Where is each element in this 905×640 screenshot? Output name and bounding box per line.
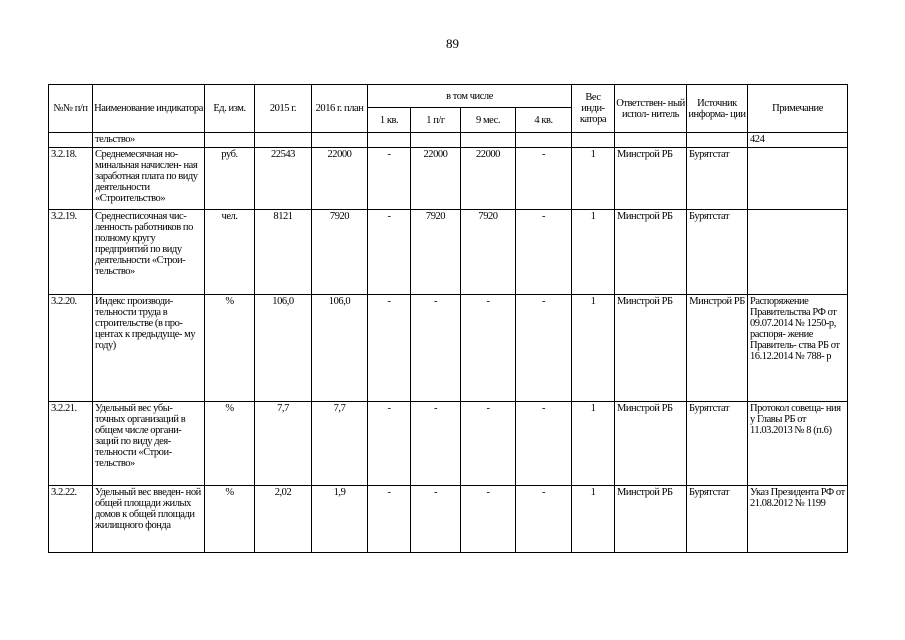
- value-2015: 22543: [255, 148, 312, 210]
- value-2015: 106,0: [255, 295, 312, 402]
- unit-cell: %: [205, 295, 255, 402]
- h1-value: -: [411, 402, 461, 486]
- h1-value: 7920: [411, 210, 461, 295]
- indicator-name: Среднемесячная но- минальная начислен- ная заработная плата по виду деятельности «Строительство»: [93, 148, 205, 210]
- col-header-2015: 2015 г.: [255, 85, 312, 133]
- indicator-name: Индекс производи- тельности труда в строительстве (в про- центах к предыдуще- му году): [93, 295, 205, 402]
- col-header-q1: 1 кв.: [368, 108, 411, 133]
- weight-value: 1: [572, 486, 615, 553]
- plan-2016: 1,9: [312, 486, 368, 553]
- table-row: [49, 486, 848, 553]
- plan-2016: 106,0: [312, 295, 368, 402]
- info-source: Бурятстат: [687, 148, 748, 210]
- col-header-including: в том числе: [368, 85, 572, 108]
- 9m-value: -: [461, 295, 516, 402]
- col-header-name: Наименование индикатора: [93, 85, 205, 133]
- unit-cell: руб.: [205, 148, 255, 210]
- col-header-2016: 2016 г. план: [312, 85, 368, 133]
- note-cell: Распоряжение Правительства РФ от 09.07.2014 № 1250-р, распоря- жение Правитель- ства РБ от 16.12.2014 № 788- р: [748, 295, 848, 402]
- col-header-responsible: Ответствен- ный испол- нитель: [615, 85, 687, 133]
- q4-value: -: [516, 486, 572, 553]
- row-number: 3.2.20.: [49, 295, 93, 402]
- q1-value: -: [368, 210, 411, 295]
- 9m-value: -: [461, 402, 516, 486]
- 9m-value: 7920: [461, 210, 516, 295]
- col-header-source: Источник информа- ции: [687, 85, 748, 133]
- unit-cell: %: [205, 486, 255, 553]
- q4-value: -: [516, 148, 572, 210]
- note-cell: Протокол совеща- ния у Главы РБ от 11.03.2013 № 8 (п.6): [748, 402, 848, 486]
- info-source: Бурятстат: [687, 210, 748, 295]
- q4-value: -: [516, 402, 572, 486]
- q1-value: -: [368, 148, 411, 210]
- col-header-q4: 4 кв.: [516, 108, 572, 133]
- responsible: Минстрой РБ: [615, 402, 687, 486]
- row-number: 3.2.22.: [49, 486, 93, 553]
- continuation-row: [49, 133, 848, 148]
- responsible: Минстрой РБ: [615, 295, 687, 402]
- plan-2016: 7920: [312, 210, 368, 295]
- row-number: 3.2.18.: [49, 148, 93, 210]
- 9m-value: 22000: [461, 148, 516, 210]
- note-cell: [748, 210, 848, 295]
- plan-2016: 7,7: [312, 402, 368, 486]
- page-number: 89: [446, 36, 459, 51]
- plan-2016: 22000: [312, 148, 368, 210]
- table-row: [49, 402, 848, 486]
- unit-cell: %: [205, 402, 255, 486]
- weight-value: 1: [572, 210, 615, 295]
- col-header-unit: Ед. изм.: [205, 85, 255, 133]
- indicator-name: Удельный вес убы- точных организаций в общем числе органи- заций по виду дея- тельности «Строи- тельство»: [93, 402, 205, 486]
- unit-cell: чел.: [205, 210, 255, 295]
- info-source: Бурятстат: [687, 486, 748, 553]
- h1-value: -: [411, 295, 461, 402]
- q1-value: -: [368, 486, 411, 553]
- q4-value: -: [516, 295, 572, 402]
- continuation-name: тельство»: [93, 133, 205, 148]
- col-header-note: Примечание: [748, 85, 848, 133]
- q1-value: -: [368, 402, 411, 486]
- note-cell: [748, 148, 848, 210]
- value-2015: 2,02: [255, 486, 312, 553]
- responsible: Минстрой РБ: [615, 148, 687, 210]
- info-source: Минстрой РБ: [687, 295, 748, 402]
- 9m-value: -: [461, 486, 516, 553]
- continuation-note: 424: [748, 133, 848, 148]
- col-header-9m: 9 мес.: [461, 108, 516, 133]
- info-source: Бурятстат: [687, 402, 748, 486]
- q1-value: -: [368, 295, 411, 402]
- responsible: Минстрой РБ: [615, 486, 687, 553]
- indicators-table: [48, 84, 848, 553]
- col-header-h1: 1 п/г: [411, 108, 461, 133]
- table-row: [49, 148, 848, 210]
- q4-value: -: [516, 210, 572, 295]
- weight-value: 1: [572, 295, 615, 402]
- weight-value: 1: [572, 148, 615, 210]
- h1-value: 22000: [411, 148, 461, 210]
- table-row: [49, 295, 848, 402]
- responsible: Минстрой РБ: [615, 210, 687, 295]
- indicator-name: Удельный вес введен- ной общей площади жилых домов к общей площади жилищного фонда: [93, 486, 205, 553]
- row-number: 3.2.19.: [49, 210, 93, 295]
- indicator-name: Среднесписочная чис- ленность работников по полному кругу предприятий по виду деятельности «Строи- тельство»: [93, 210, 205, 295]
- value-2015: 8121: [255, 210, 312, 295]
- weight-value: 1: [572, 402, 615, 486]
- header-row: [49, 85, 848, 108]
- h1-value: -: [411, 486, 461, 553]
- note-cell: Указ Президента РФ от 21.08.2012 № 1199: [748, 486, 848, 553]
- row-number: 3.2.21.: [49, 402, 93, 486]
- col-header-num: №№ п/п: [49, 85, 93, 133]
- col-header-weight: Вес инди- катора: [572, 85, 615, 133]
- table-row: [49, 210, 848, 295]
- value-2015: 7,7: [255, 402, 312, 486]
